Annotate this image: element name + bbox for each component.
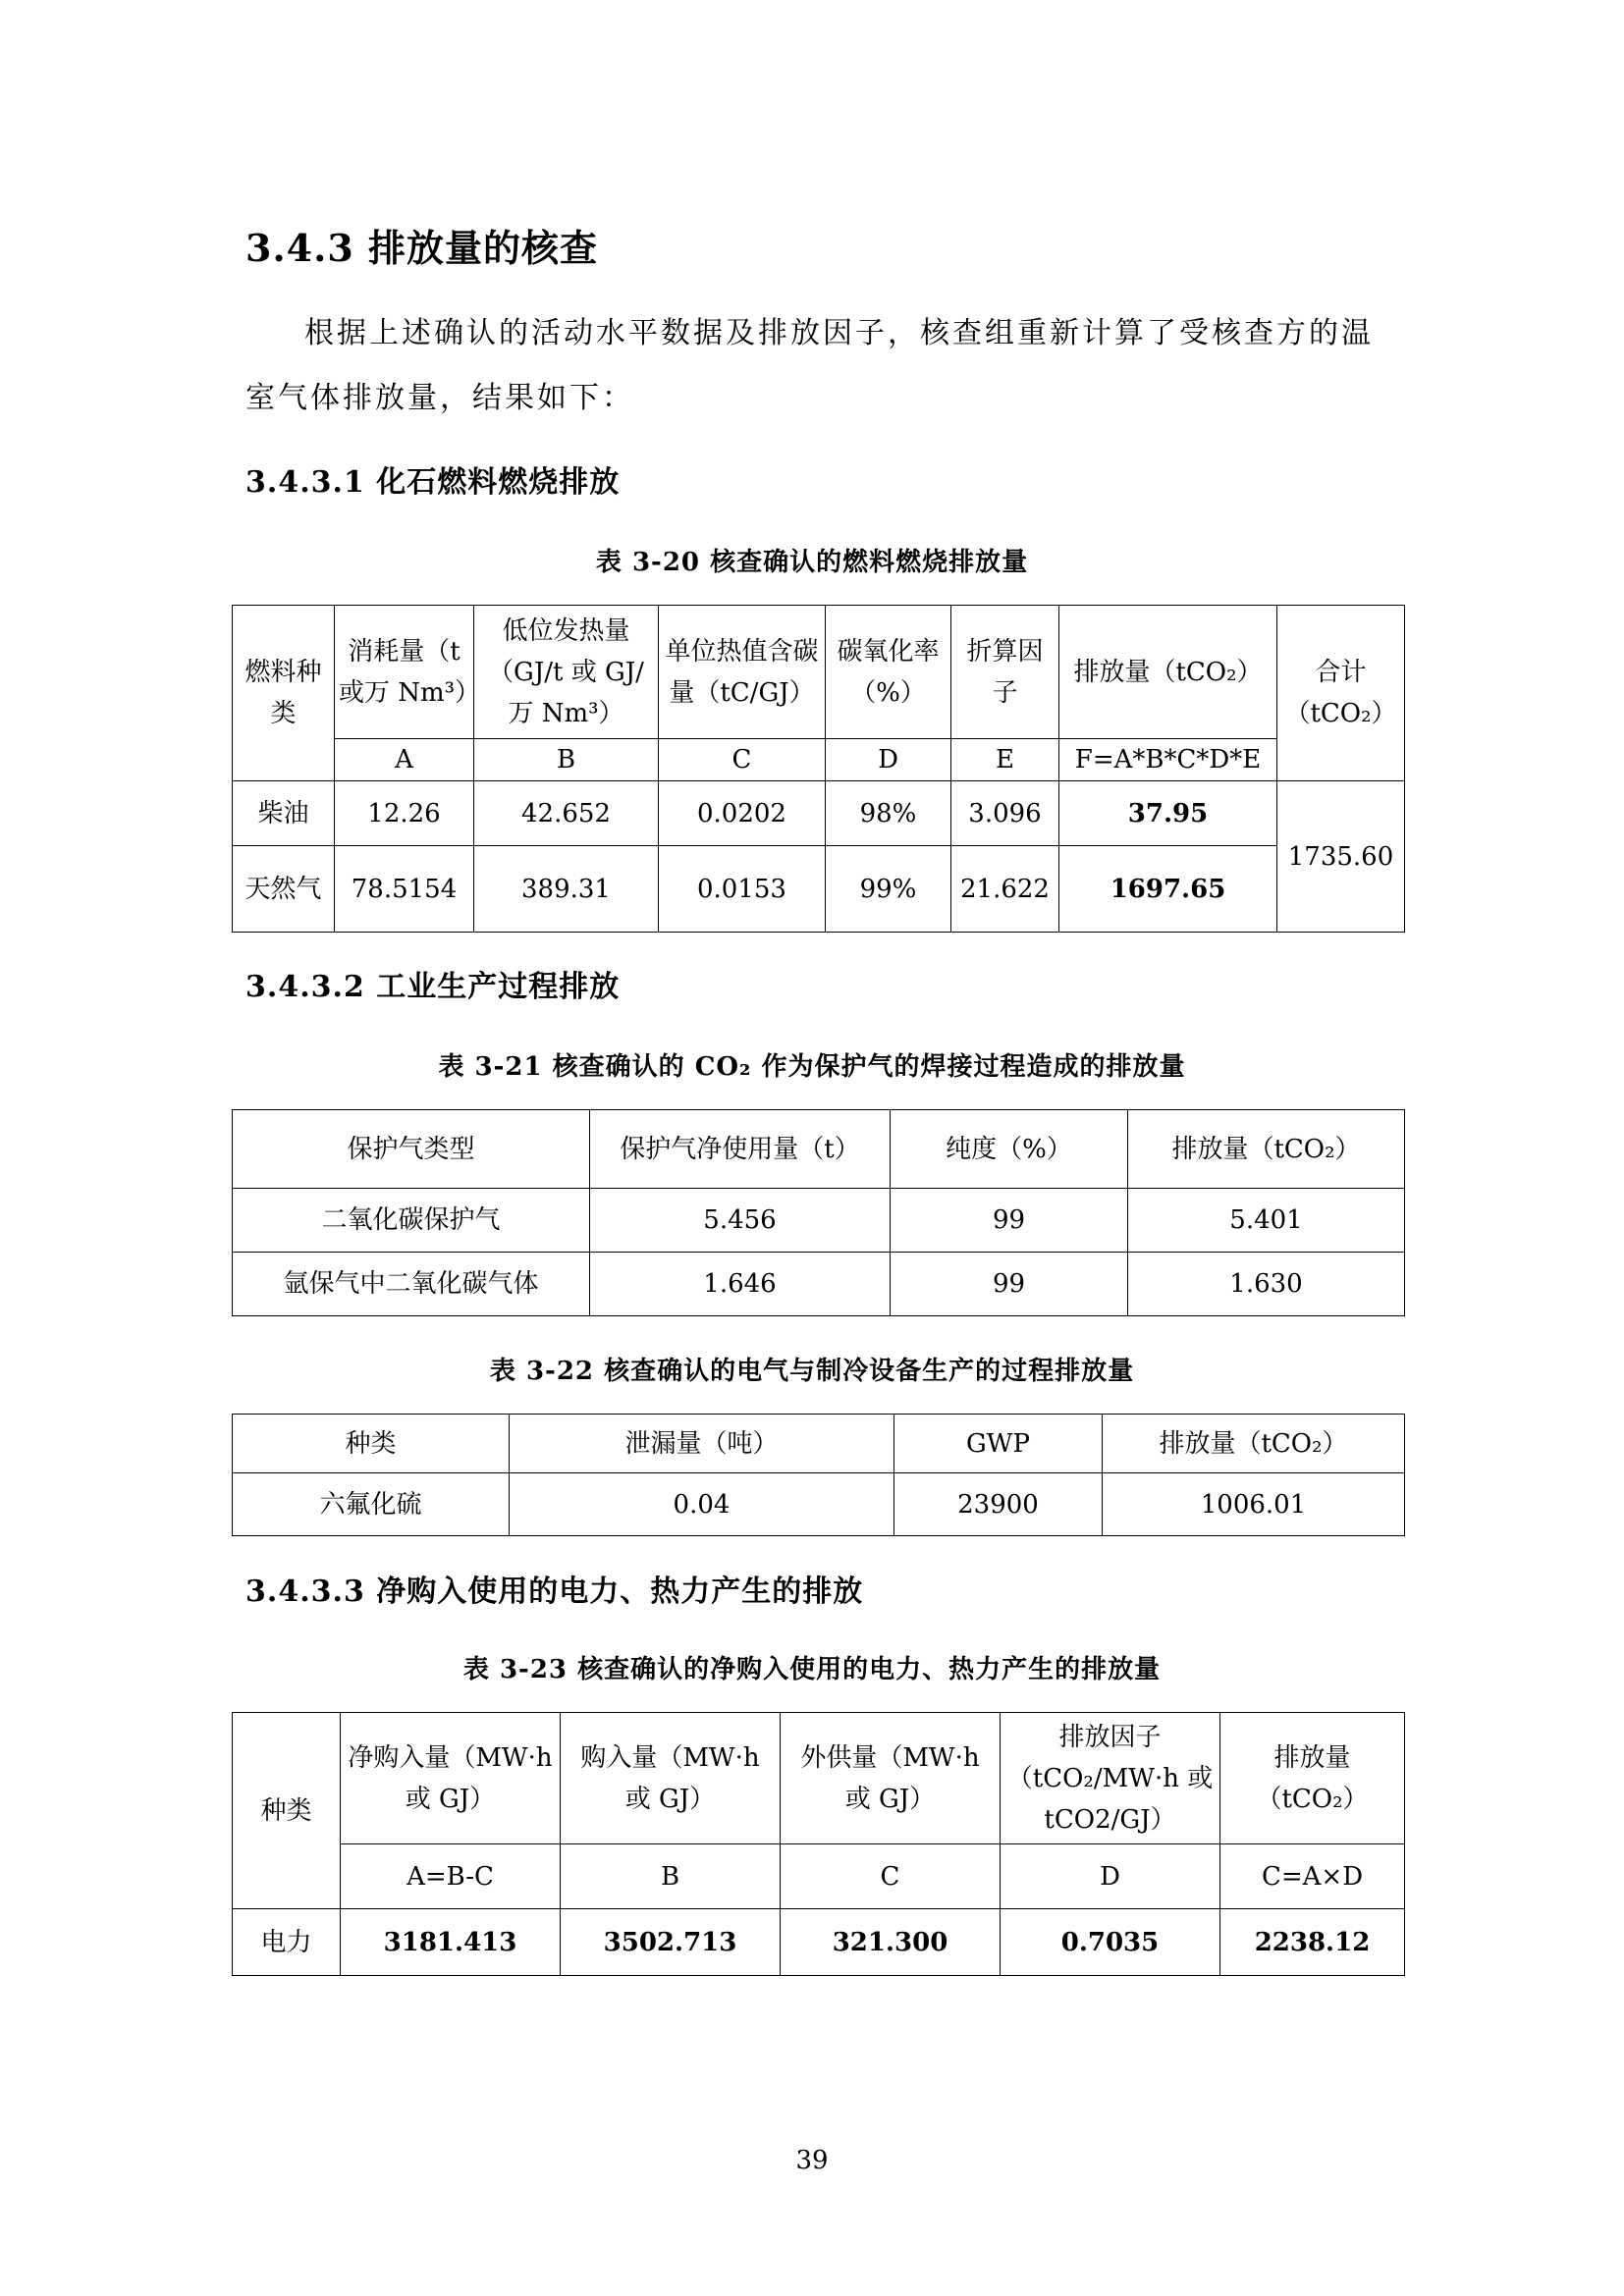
table-3-23-caption: 表 3-23 核查确认的净购入使用的电力、热力产生的排放量 xyxy=(462,1655,1162,1684)
cell-a: 78.5154 xyxy=(335,846,474,933)
cell-b: 42.652 xyxy=(474,781,659,846)
table-3-21-caption: 表 3-21 核查确认的 CO₂ 作为保护气的焊接过程造成的排放量 xyxy=(438,1052,1186,1082)
cell-purity: 99 xyxy=(891,1189,1128,1253)
header-net-usage: 保护气净使用量（t） xyxy=(590,1110,891,1189)
cell-type: 六氟化硫 xyxy=(233,1473,510,1536)
cell-supplied: 321.300 xyxy=(781,1909,1001,1976)
header-purity: 纯度（%） xyxy=(891,1110,1128,1189)
header-type: 种类 xyxy=(233,1415,510,1473)
cell-c: 0.0202 xyxy=(659,781,826,846)
cell-gas-type: 氩保气中二氧化碳气体 xyxy=(233,1253,590,1316)
header-leakage: 泄漏量（吨） xyxy=(510,1415,894,1473)
cell-leakage: 0.04 xyxy=(510,1473,894,1536)
header-emission: 排放量（tCO₂） xyxy=(1059,606,1277,739)
page-number: 39 xyxy=(795,2146,829,2175)
code-c: C xyxy=(781,1844,1001,1909)
header-consumption: 消耗量（t 或万 Nm³） xyxy=(335,606,474,739)
header-emission: 排放量（tCO₂） xyxy=(1220,1713,1405,1844)
table-header-row xyxy=(233,1415,1405,1473)
section-heading-3-4-3: 3.4.3 排放量的核查 xyxy=(245,226,599,270)
code-d: D xyxy=(1001,1844,1220,1909)
header-purchased: 购入量（MW·h 或 GJ） xyxy=(561,1713,781,1844)
table-3-23 xyxy=(232,1712,1405,1976)
cell-total: 1735.60 xyxy=(1277,781,1405,933)
cell-gas-type: 二氧化碳保护气 xyxy=(233,1189,590,1253)
header-supplied: 外供量（MW·h 或 GJ） xyxy=(781,1713,1001,1844)
cell-gwp: 23900 xyxy=(894,1473,1103,1536)
code-a: A=B-C xyxy=(341,1844,561,1909)
cell-emission: 5.401 xyxy=(1128,1189,1405,1253)
code-b: B xyxy=(474,739,659,781)
table-3-20 xyxy=(232,605,1405,933)
code-f: F=A*B*C*D*E xyxy=(1059,739,1277,781)
cell-type: 电力 xyxy=(233,1909,341,1976)
header-emission: 排放量（tCO₂） xyxy=(1103,1415,1405,1473)
code-b: B xyxy=(561,1844,781,1909)
header-conversion-factor: 折算因子 xyxy=(951,606,1059,739)
cell-d: 98% xyxy=(826,781,951,846)
cell-net-usage: 5.456 xyxy=(590,1189,891,1253)
header-net-purchased: 净购入量（MW·h 或 GJ） xyxy=(341,1713,561,1844)
cell-b: 389.31 xyxy=(474,846,659,933)
cell-f: 1697.65 xyxy=(1059,846,1277,933)
header-fuel-type: 燃料种类 xyxy=(233,606,335,781)
table-row xyxy=(233,846,1405,933)
table-row xyxy=(233,781,1405,846)
intro-paragraph-line-1: 根据上述确认的活动水平数据及排放因子，核查组重新计算了受核查方的温 xyxy=(304,316,1374,350)
header-gas-type: 保护气类型 xyxy=(233,1110,590,1189)
code-d: D xyxy=(826,739,951,781)
header-emission: 排放量（tCO₂） xyxy=(1128,1110,1405,1189)
header-ncv: 低位发热量（GJ/t 或 GJ/万 Nm³） xyxy=(474,606,659,739)
cell-emission: 2238.12 xyxy=(1220,1909,1405,1976)
intro-paragraph-line-2: 室气体排放量，结果如下： xyxy=(245,381,634,415)
cell-net-usage: 1.646 xyxy=(590,1253,891,1316)
header-oxidation-rate: 碳氧化率（%） xyxy=(826,606,951,739)
section-heading-3-4-3-2: 3.4.3.2 工业生产过程排放 xyxy=(245,970,621,1004)
code-result: C=A×D xyxy=(1220,1844,1405,1909)
cell-emission-factor: 0.7035 xyxy=(1001,1909,1220,1976)
cell-f: 37.95 xyxy=(1059,781,1277,846)
cell-emission: 1006.01 xyxy=(1103,1473,1405,1536)
code-e: E xyxy=(951,739,1059,781)
cell-d: 99% xyxy=(826,846,951,933)
section-heading-3-4-3-1: 3.4.3.1 化石燃料燃烧排放 xyxy=(245,465,621,500)
table-header-row xyxy=(233,1110,1405,1189)
header-emission-factor: 排放因子（tCO₂/MW·h 或 tCO2/GJ） xyxy=(1001,1713,1220,1844)
table-row xyxy=(233,1909,1405,1976)
cell-c: 0.0153 xyxy=(659,846,826,933)
header-type: 种类 xyxy=(233,1713,341,1909)
cell-net-purchased: 3181.413 xyxy=(341,1909,561,1976)
cell-e: 21.622 xyxy=(951,846,1059,933)
section-heading-3-4-3-3: 3.4.3.3 净购入使用的电力、热力产生的排放 xyxy=(245,1575,864,1609)
cell-purchased: 3502.713 xyxy=(561,1909,781,1976)
table-3-20-caption: 表 3-20 核查确认的燃料燃烧排放量 xyxy=(595,548,1029,577)
table-3-22 xyxy=(232,1414,1405,1536)
cell-fuel: 天然气 xyxy=(233,846,335,933)
table-3-21 xyxy=(232,1109,1405,1316)
table-row xyxy=(233,1253,1405,1316)
code-c: C xyxy=(659,739,826,781)
code-a: A xyxy=(335,739,474,781)
table-3-22-caption: 表 3-22 核查确认的电气与制冷设备生产的过程排放量 xyxy=(489,1357,1135,1386)
cell-emission: 1.630 xyxy=(1128,1253,1405,1316)
cell-purity: 99 xyxy=(891,1253,1128,1316)
header-total: 合计（tCO₂） xyxy=(1277,606,1405,781)
cell-fuel: 柴油 xyxy=(233,781,335,846)
header-gwp: GWP xyxy=(894,1415,1103,1473)
cell-e: 3.096 xyxy=(951,781,1059,846)
cell-a: 12.26 xyxy=(335,781,474,846)
table-row xyxy=(233,1189,1405,1253)
table-row xyxy=(233,1473,1405,1536)
header-carbon-content: 单位热值含碳量（tC/GJ） xyxy=(659,606,826,739)
